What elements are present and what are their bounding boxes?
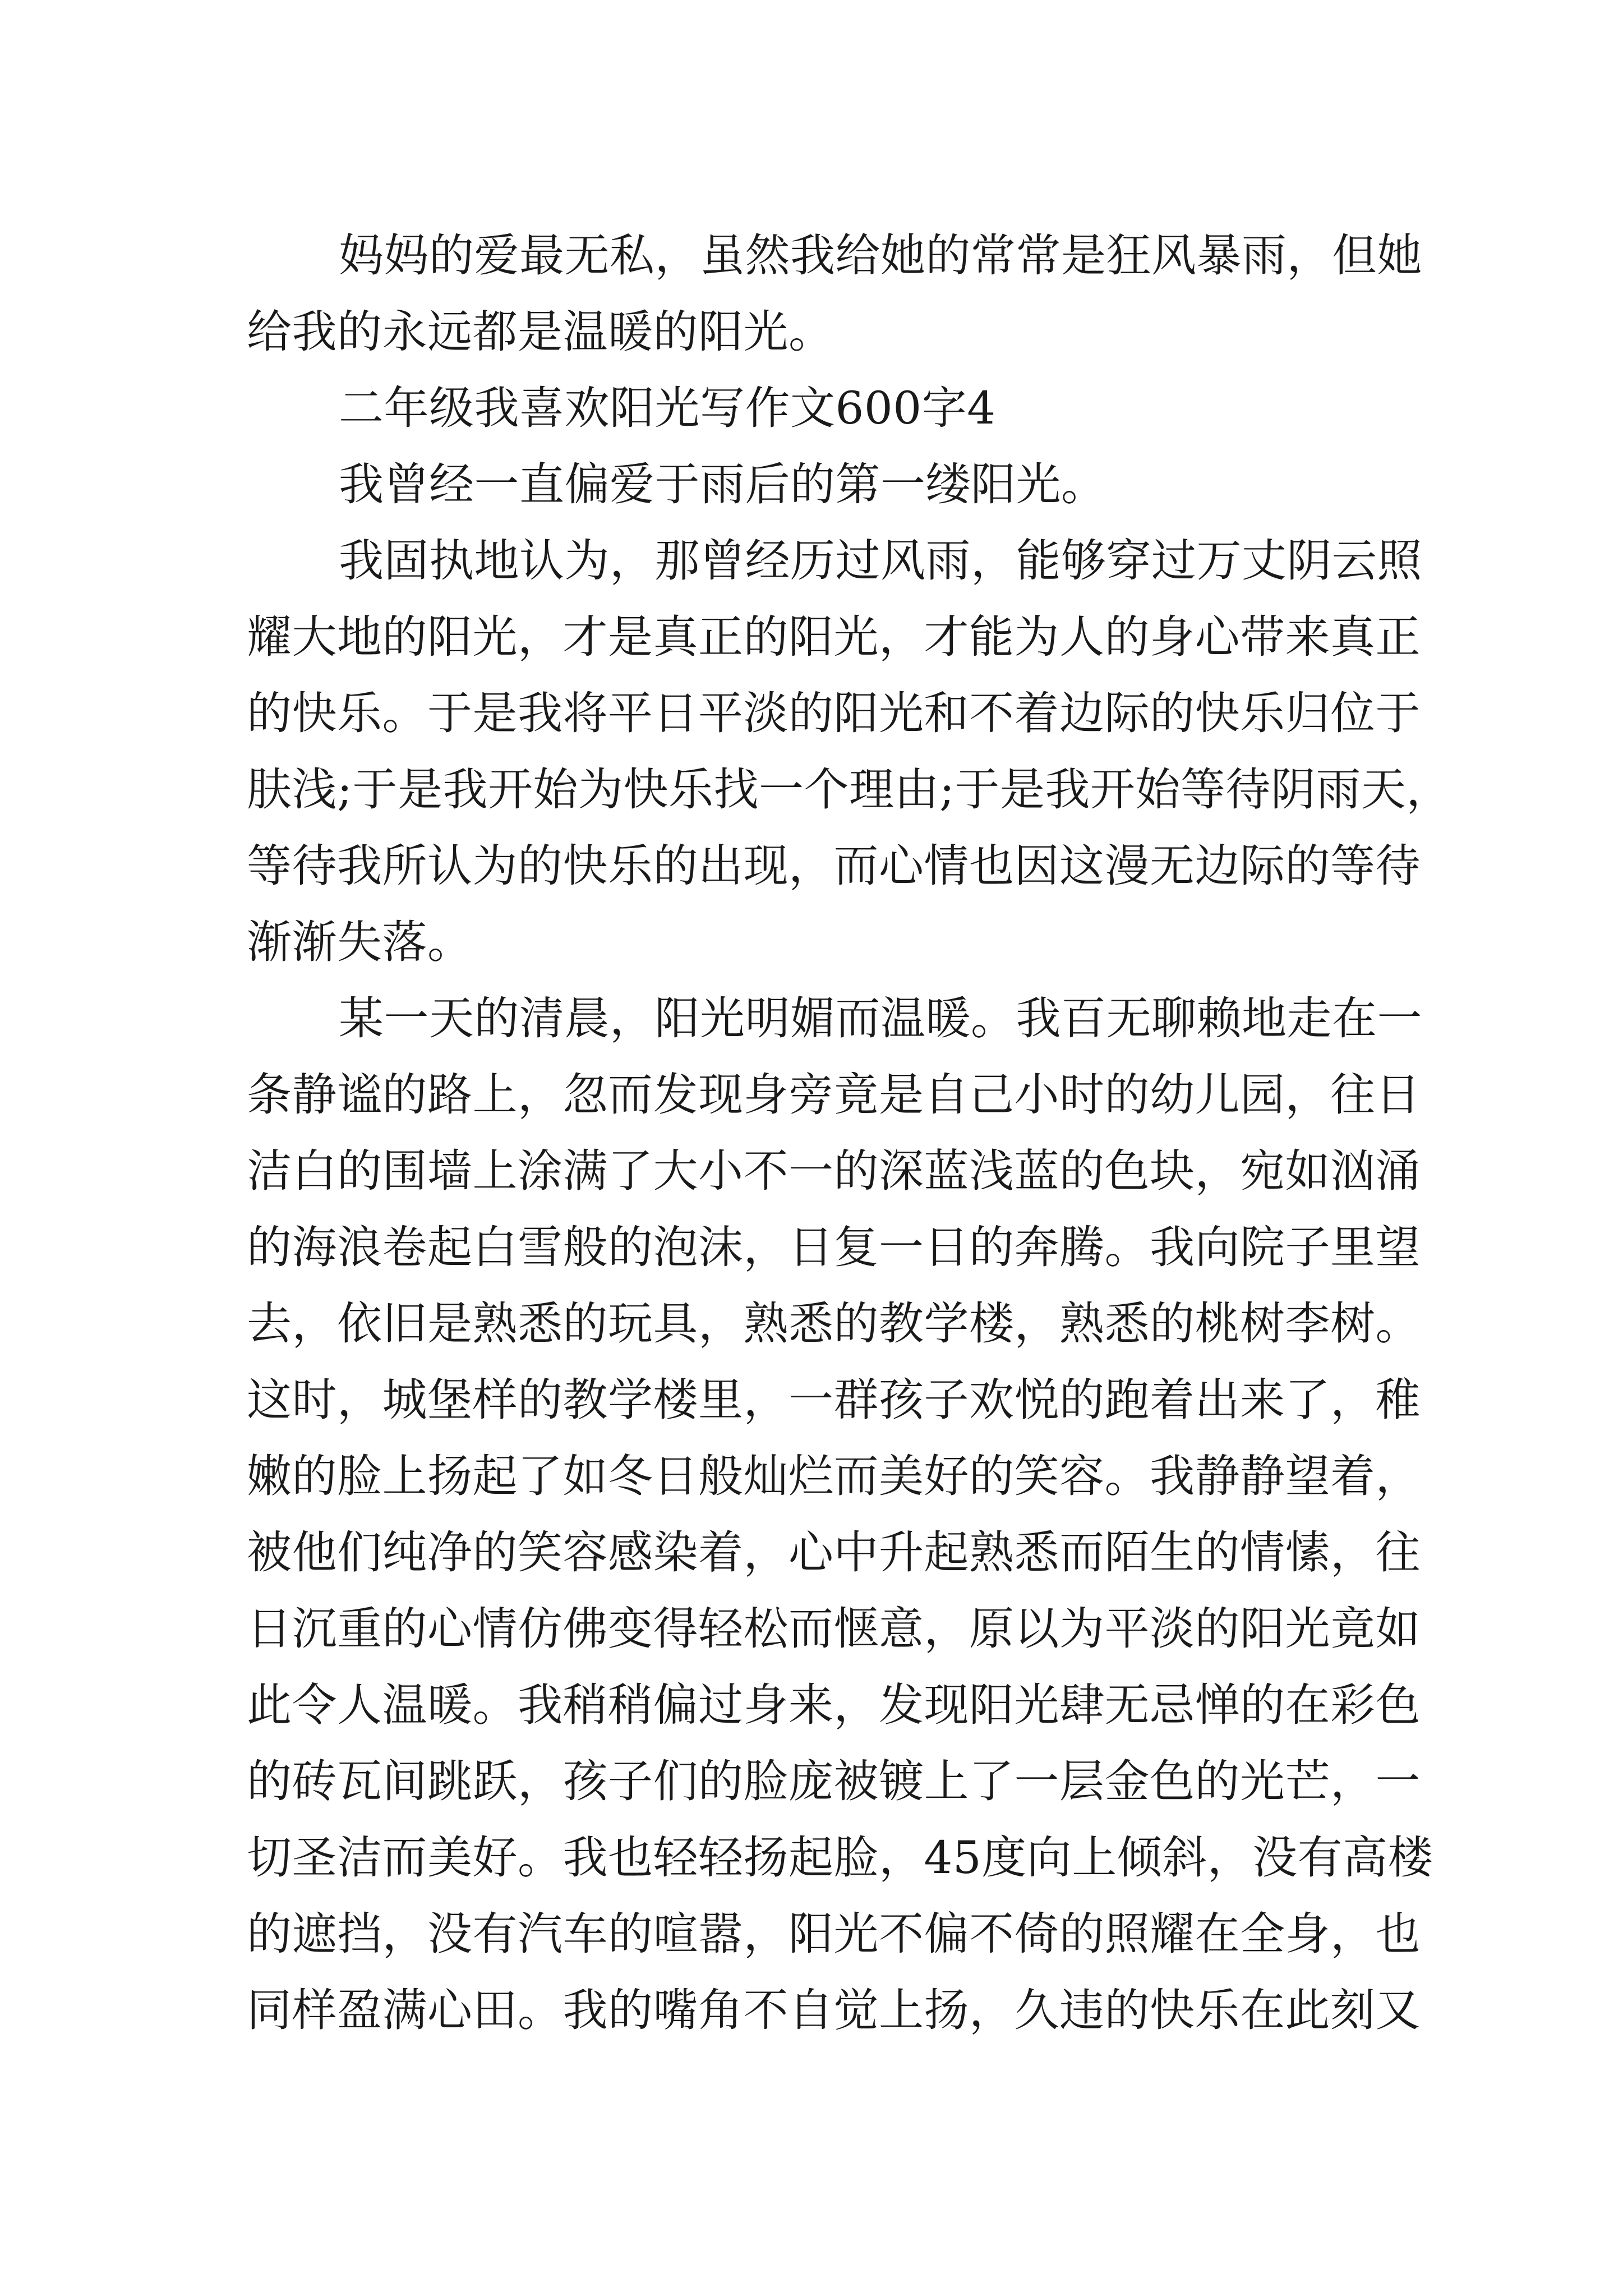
text-line: 妈妈的爱最无私，虽然我给她的常常是狂风暴雨，但她 xyxy=(339,229,1422,282)
text-line: 的砖瓦间跳跃，孩子们的脸庞被镀上了一层金色的光芒，一 xyxy=(247,1755,1421,1807)
text-line: 被他们纯净的笑容感染着，心中升起熟悉而陌生的情愫，往 xyxy=(247,1526,1421,1579)
text-line: 切圣洁而美好。我也轻轻扬起脸，45度向上倾斜，没有高楼 xyxy=(247,1832,1433,1884)
text-line: 我固执地认为，那曾经历过风雨，能够穿过万丈阴云照 xyxy=(339,535,1422,587)
text-line: 嫩的脸上扬起了如冬日般灿烂而美好的笑容。我静静望着， xyxy=(247,1450,1421,1502)
essay-body xyxy=(247,218,1451,2049)
text-line: 的快乐。于是我将平日平淡的阳光和不着边际的快乐归位于 xyxy=(247,687,1421,739)
section-heading: 二年级我喜欢阳光写作文600字4 xyxy=(339,382,996,434)
text-line: 的遮挡，没有汽车的喧嚣，阳光不偏不倚的照耀在全身，也 xyxy=(247,1908,1421,1960)
text-line: 等待我所认为的快乐的出现，而心情也因这漫无边际的等待 xyxy=(247,840,1421,892)
text-line: 这时，城堡样的教学楼里，一群孩子欢悦的跑着出来了，稚 xyxy=(247,1374,1421,1426)
text-line: 我曾经一直偏爱于雨后的第一缕阳光。 xyxy=(339,458,1106,510)
text-line: 肤浅;于是我开始为快乐找一个理由;于是我开始等待阴雨天， xyxy=(247,763,1451,816)
text-line: 去，依旧是熟悉的玩具，熟悉的教学楼，熟悉的桃树李树。 xyxy=(247,1297,1421,1350)
text-line: 某一天的清晨，阳光明媚而温暖。我百无聊赖地走在一 xyxy=(339,992,1422,1045)
text-line: 洁白的围墙上涂满了大小不一的深蓝浅蓝的色块，宛如汹涌 xyxy=(247,1145,1421,1197)
text-line: 此令人温暖。我稍稍偏过身来，发现阳光肆无忌惮的在彩色 xyxy=(247,1679,1421,1731)
text-line: 给我的永远都是温暖的阳光。 xyxy=(247,306,834,358)
text-line: 日沉重的心情仿佛变得轻松而惬意，原以为平淡的阳光竟如 xyxy=(247,1603,1421,1655)
text-line: 渐渐失落。 xyxy=(247,916,473,968)
text-line: 耀大地的阳光，才是真正的阳光，才能为人的身心带来真正 xyxy=(247,611,1421,663)
text-line: 的海浪卷起白雪般的泡沫，日复一日的奔腾。我向院子里望 xyxy=(247,1221,1421,1273)
text-line: 同样盈满心田。我的嘴角不自觉上扬，久违的快乐在此刻又 xyxy=(247,1984,1421,2036)
text-line: 条静谧的路上，忽而发现身旁竟是自己小时的幼儿园，往日 xyxy=(247,1069,1421,1121)
